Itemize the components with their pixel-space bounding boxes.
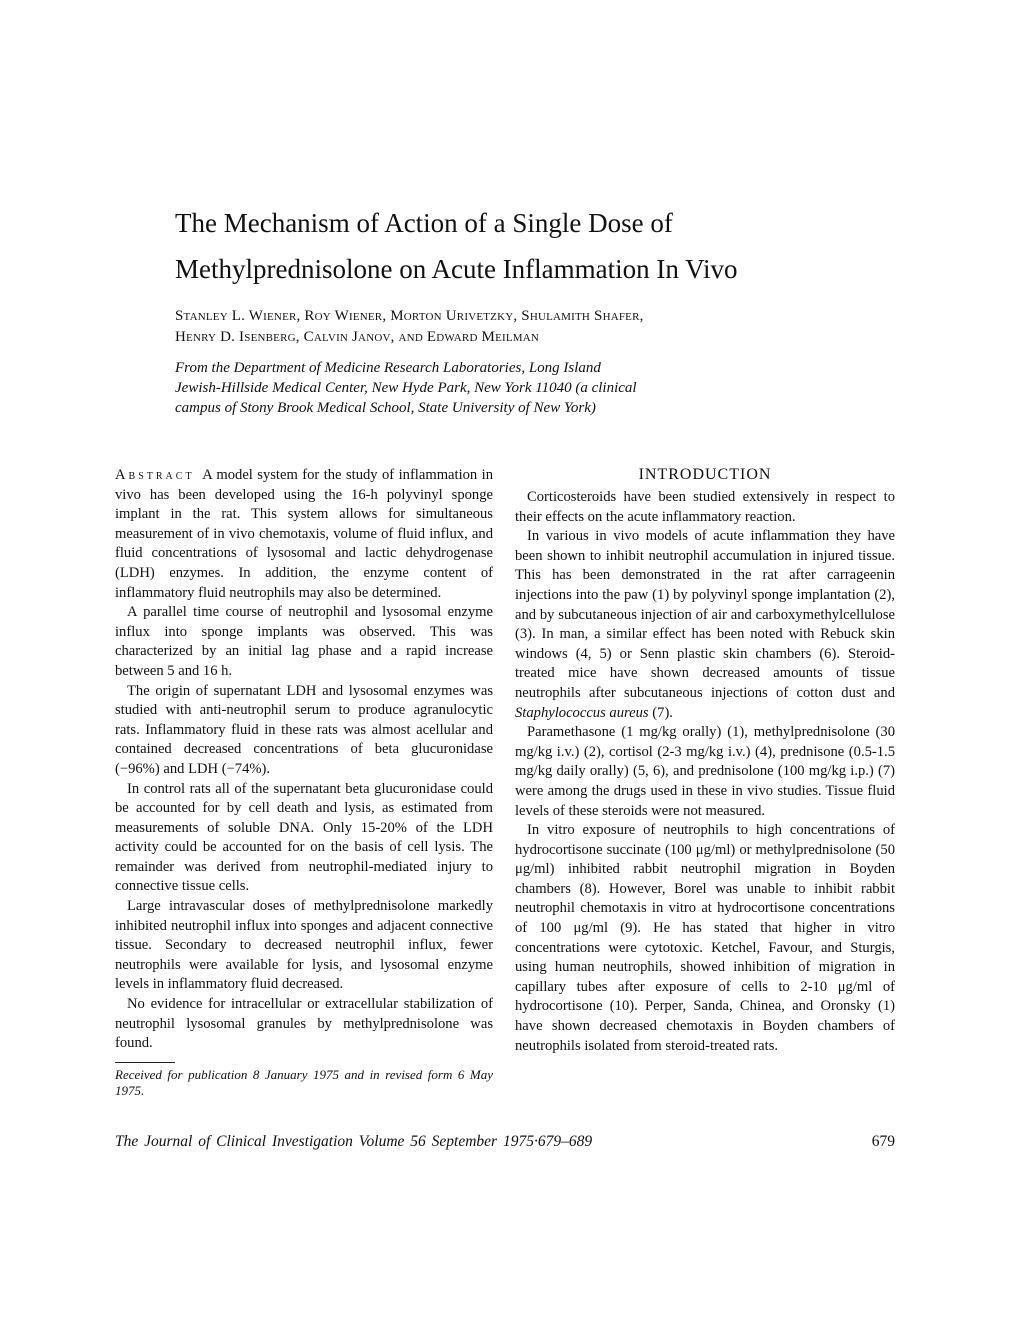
intro-paragraph-1: Corticosteroids have been studied extensively in respect to their effects on the acute inflammatory reaction.: [515, 489, 895, 525]
authors-line-1: Stanley L. Wiener, Roy Wiener, Morton Urivetzky, Shulamith Shafer,: [175, 308, 644, 324]
abstract-paragraph-1: Abstract A model system for the study of inflammation in vivo has been developed using the 16-h polyvinyl sponge implant in the rat. This system allows for simultaneous measurement of in vivo chemotaxis, volume of fluid influx, and fluid concentrations of lysosomal and lactic dehydrogenase (LDH) enzymes. In addition, the enzyme content of inflammatory fluid neutrophils may also be determined.: [115, 467, 494, 601]
received-footnote: Received for publication 8 January 1975 and in revised form 6 May 1975.: [115, 1066, 493, 1098]
affiliation: [175, 358, 895, 418]
abstract-paragraph-5: Large intravascular doses of methylprednisolone markedly inhibited neutrophil influx into sponges and adjacent connective tissue. Secondary to decreased neutrophil influx, fewer neutrophils were available for lysis, and lysosomal enzyme levels in inflammatory fluid decreased.: [115, 898, 493, 993]
abstract-paragraph-2: A parallel time course of neutrophil and lysosomal enzyme influx into sponge implants was observed. This was characterized by an initial lag phase and a rapid increase between 5 and 16 h.: [115, 604, 493, 679]
species-name: Staphylococcus aureus: [515, 704, 649, 721]
abstract-paragraph-6: No evidence for intracellular or extracellular stabilization of neutrophil lysosomal granules by methylprednisolone was found.: [115, 996, 493, 1052]
affiliation-line-2: Jewish-Hillside Medical Center, New Hyde Park, New York 11040 (a clinical: [175, 380, 637, 396]
footnote-rule: [115, 1062, 175, 1063]
title-line-1: The Mechanism of Action of a Single Dose of: [175, 208, 673, 238]
intro-paragraph-4: In vitro exposure of neutrophils to high concentrations of hydrocortisone succinate (100 μg/ml) or methylprednisolone (50 μg/ml) inhibited rabbit neutrophil migration in Boyden chambers (8). However, Borel was unable to inhibit rabbit neutrophil chemotaxis in vitro at hydrocortisone concentrations of 100 μg/ml (9). He has stated that higher in vitro concentrations were cytotoxic. Ketchel, Favour, and Sturgis, using human neutrophils, showed inhibition of migration in capillary tubes after exposure of cells to 2-10 μg/ml of hydrocortisone (10). Perper, Sanda, Chinea, and Oronsky (1) have shown decreased chemotaxis in Boyden chambers of neutrophils isolated from steroid-treated rats.: [515, 822, 895, 1054]
affiliation-line-3: campus of Stony Brook Medical School, State University of New York): [175, 400, 596, 416]
introduction-heading: INTRODUCTION: [638, 466, 772, 483]
authors-line-2: Henry D. Isenberg, Calvin Janov, and Edward Meilman: [175, 329, 540, 345]
abstract-column: [115, 466, 493, 1099]
intro-paragraph-2: In various in vivo models of acute inflammation they have been shown to inhibit neutrophil accumulation in injured tissue. This has been demonstrated in the rat after carrageenin injections into the paw (1) by polyvinyl sponge implantation (2), and by subcutaneous injection of air and carboxymethylcellulose (3). In man, a similar effect has been noted with Rebuck skin windows (4, 5) or Senn plastic skin chambers (6). Steroid-treated mice have shown decreased amounts of tissue neutrophils after subcutaneous injections of cotton dust and Staphylococcus aureus (7).: [515, 528, 895, 721]
abstract-paragraph-4: In control rats all of the supernatant beta glucuronidase could be accounted for by cell death and lysis, as estimated from measurements of soluble DNA. Only 15-20% of the LDH activity could be accounted for on the basis of cell lysis. The remainder was derived from neutrophil-mediated injury to connective tissue cells.: [115, 780, 493, 895]
introduction-column: [515, 466, 895, 1056]
abstract-label: Abstract: [115, 467, 195, 483]
abstract-paragraph-3: The origin of supernatant LDH and lysosomal enzymes was studied with anti-neutrophil serum to produce agranulocytic rats. Inflammatory fluid in these rats was almost acellular and contained decreased concentrations of beta glucuronidase (−96%) and LDH (−74%).: [115, 682, 493, 777]
title-line-2: Methylprednisolone on Acute Inflammation In Vivo: [175, 254, 738, 284]
affiliation-line-1: From the Department of Medicine Research Laboratories, Long Island: [175, 360, 601, 376]
page-number: 679: [871, 1133, 895, 1150]
journal-citation: The Journal of Clinical Investigation Volume 56 September 1975·679–689: [115, 1133, 593, 1150]
author-list: [175, 306, 895, 348]
intro-paragraph-3: Paramethasone (1 mg/kg orally) (1), methylprednisolone (30 mg/kg i.v.) (2), cortisol (2-3 mg/kg i.v.) (4), prednisone (0.5-1.5 mg/kg daily orally) (5, 6), and prednisolone (100 mg/kg i.p.) (7) were among the drugs used in these in vivo studies. Tissue fluid levels of these steroids were not measured.: [515, 724, 895, 819]
article-title: [175, 200, 895, 292]
